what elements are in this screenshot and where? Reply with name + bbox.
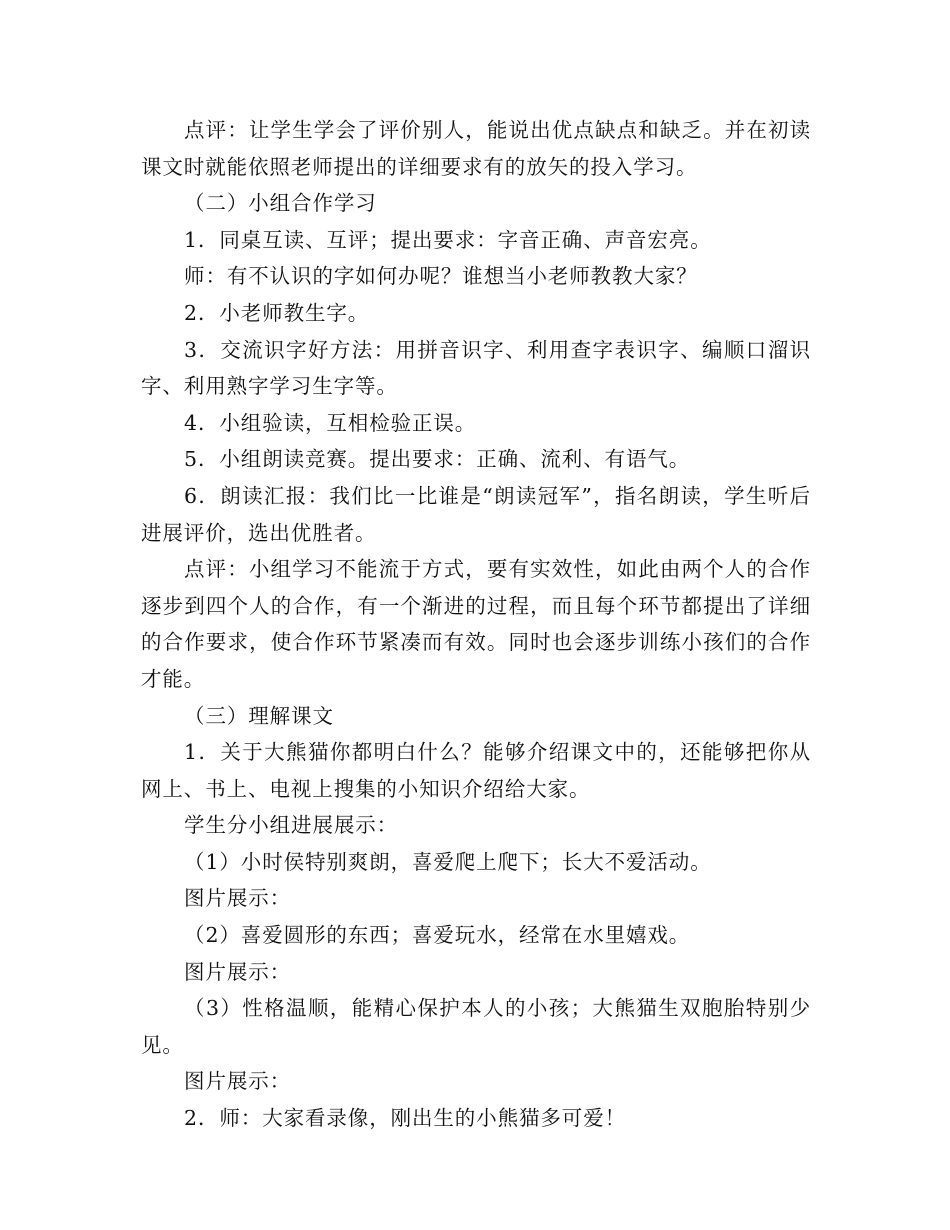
paragraph-step-5: 5．小组朗读竞赛。提出要求：正确、流利、有语气。 bbox=[184, 447, 691, 472]
document-body bbox=[141, 112, 811, 1137]
paragraph-item-1: （1）小时侯特别爽朗，喜爱爬上爬下；长大不爱活动。 bbox=[184, 849, 712, 874]
paragraph-panda-question: 1．关于大熊猫你都明白什么？能够介绍课文中的，还能够把你从网上、书上、电视上搜集的小知识介绍给大家。 bbox=[141, 740, 811, 801]
section-heading-understand-text: （三）理解课文 bbox=[184, 703, 334, 728]
paragraph-comment-1: 点评：让学生学会了评价别人，能说出优点缺点和缺乏。并在初读课文时就能依照老师提出的详细要求有的放矢的投入学习。 bbox=[141, 118, 811, 179]
paragraph-picture-display-1: 图片展示： bbox=[184, 886, 292, 911]
paragraph-picture-display-2: 图片展示： bbox=[184, 959, 292, 984]
paragraph-step-1: 1．同桌互读、互评；提出要求：字音正确、声音宏亮。 bbox=[184, 227, 712, 252]
paragraph-step-2: 2．小老师教生字。 bbox=[184, 300, 370, 325]
paragraph-item-3: （3）性格温顺，能精心保护本人的小孩；大熊猫生双胞胎特别少见。 bbox=[141, 996, 811, 1057]
section-heading-group-study: （二）小组合作学习 bbox=[184, 191, 377, 216]
paragraph-comment-2: 点评：小组学习不能流于方式，要有实效性，如此由两个人的合作逐步到四个人的合作，有一个渐进的过程，而且每个环节都提出了详细的合作要求，使合作环节紧凑而有效。同时也会逐步训练小孩们的合作才能。 bbox=[141, 557, 811, 691]
paragraph-picture-display-3: 图片展示： bbox=[184, 1069, 292, 1094]
paragraph-group-display: 学生分小组进展展示： bbox=[184, 813, 399, 838]
paragraph-step-4: 4．小组验读，互相检验正误。 bbox=[184, 410, 477, 435]
paragraph-step-3: 3．交流识字好方法：用拼音识字、利用查字表识字、编顺口溜识字、利用熟字学习生字等。 bbox=[141, 337, 811, 399]
paragraph-item-2: （2）喜爱圆形的东西；喜爱玩水，经常在水里嬉戏。 bbox=[184, 923, 691, 948]
paragraph-teacher-question: 师：有不认识的字如何办呢？谁想当小老师教教大家？ bbox=[184, 264, 698, 289]
paragraph-step-6: 6．朗读汇报：我们比一比谁是“朗读冠军”，指名朗读，学生听后进展评价，选出优胜者。 bbox=[141, 483, 811, 545]
paragraph-video-step: 2．师：大家看录像，刚出生的小熊猫多可爱！ bbox=[184, 1106, 626, 1131]
